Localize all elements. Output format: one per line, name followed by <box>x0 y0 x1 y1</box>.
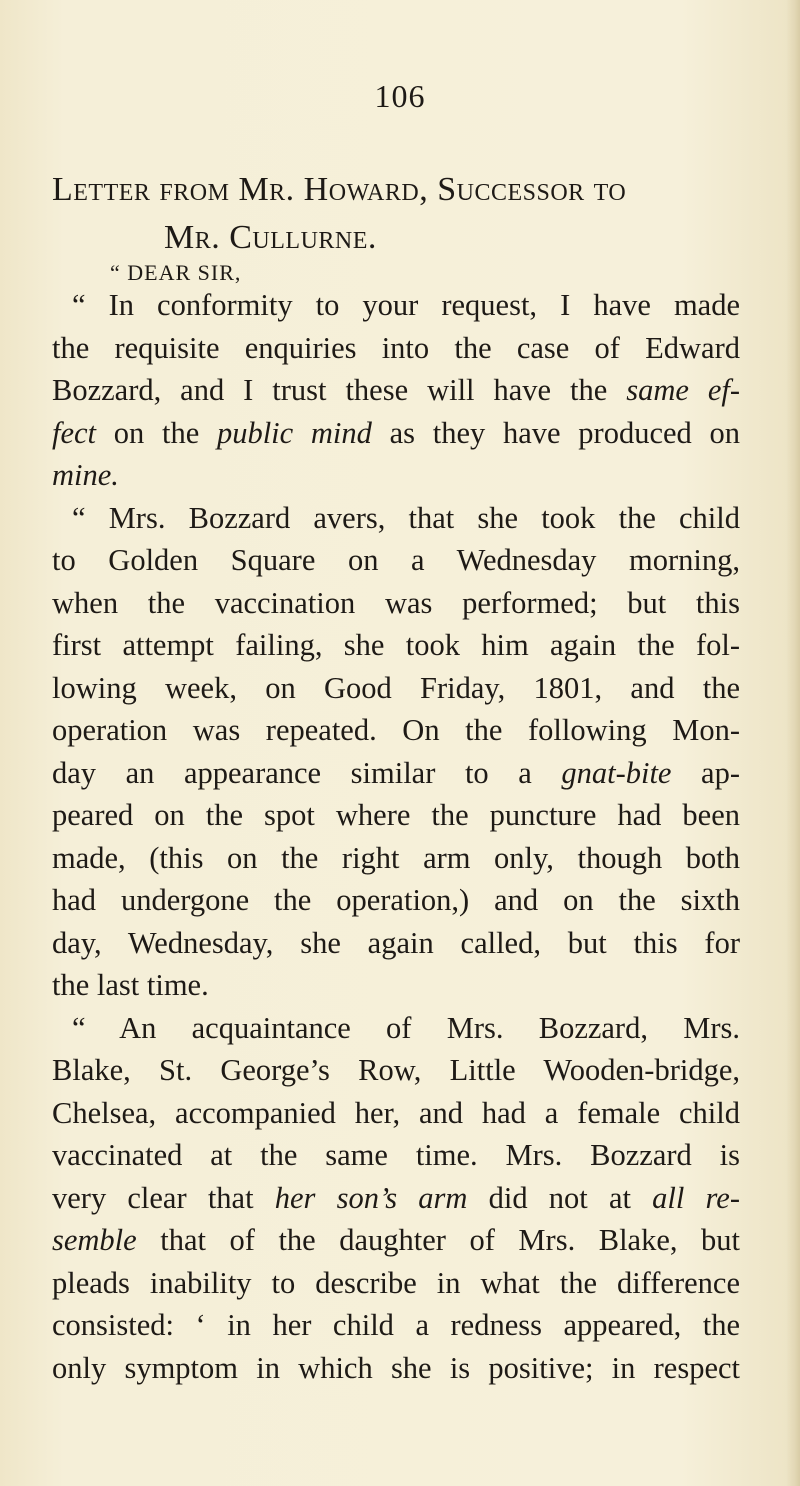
text-line: vaccinated at the same time. Mrs. Bozzard is <box>52 1138 740 1172</box>
text-line: only symptom in which she is positive; in respect <box>52 1350 740 1385</box>
text-line: “ An acquaintance of Mrs. Bozzard, Mrs. <box>72 1010 740 1045</box>
text-segment: Bozzard, and I trust these will have the <box>52 373 627 407</box>
text-line: had undergone the operation,) and on the sixth <box>52 883 740 917</box>
italic-segment: public mind <box>216 415 372 450</box>
text-line: when the vaccination was performed; but this <box>52 585 740 620</box>
italic-segment: mine. <box>52 458 119 492</box>
text-line: the requisite enquiries into the case of Edward <box>52 330 740 365</box>
page-number: 106 <box>374 78 426 114</box>
italic-segment: semble <box>52 1223 137 1257</box>
text-line: Blake, St. George’s Row, Little Wooden-bridge, <box>52 1053 740 1087</box>
text-segment: very clear that <box>52 1180 275 1215</box>
text-segment: on the <box>96 415 217 450</box>
text-line <box>52 1219 740 1262</box>
text-line: lowing week, on Good Friday, 1801, and the <box>52 670 740 705</box>
text-line: the last time. <box>52 968 209 1002</box>
text-line: “ Mrs. Bozzard avers, that she took the child <box>72 500 740 535</box>
text-line <box>52 1177 740 1220</box>
italic-segment: gnat-bite <box>561 755 672 790</box>
text-segment: that of the daughter of Mrs. Blake, but <box>136 1223 740 1257</box>
heading-line-1: Letter from Mr. Howard, Successor to <box>52 171 627 208</box>
text-segment: ap- <box>671 755 740 790</box>
text-line: to Golden Square on a Wednesday morning, <box>52 543 740 577</box>
letter-body <box>52 284 740 1389</box>
italic-segment: fect <box>52 415 97 450</box>
text-line: pleads inability to describe in what the difference <box>52 1265 740 1300</box>
text-line: consisted: ‘ in her child a redness appeared, the <box>52 1308 740 1342</box>
heading-line-2: Mr. Cullurne. <box>164 219 377 256</box>
text-segment: as they have produced on <box>371 415 740 450</box>
italic-segment: same ef- <box>626 373 741 407</box>
page-edge-shadow <box>786 0 800 1486</box>
text-line: peared on the spot where the puncture had been <box>52 798 740 832</box>
text-line <box>52 752 740 795</box>
italic-segment: all re- <box>652 1180 740 1215</box>
text-line: “ In conformity to your request, I have made <box>72 288 740 322</box>
text-line <box>52 412 740 455</box>
text-line <box>52 454 740 497</box>
text-line: day, Wednesday, she again called, but this for <box>52 925 740 960</box>
letter-heading <box>52 166 752 262</box>
text-line: first attempt failing, she took him again the fol- <box>52 628 740 662</box>
italic-segment: her son’s arm <box>274 1180 468 1215</box>
salutation: “ DEAR SIR, <box>110 260 242 285</box>
text-segment: did not at <box>467 1180 653 1215</box>
text-line <box>52 369 740 412</box>
text-segment: day an appearance similar to a <box>52 755 562 790</box>
text-line: operation was repeated. On the following Mon- <box>52 713 740 747</box>
text-line: Chelsea, accompanied her, and had a female child <box>52 1095 740 1130</box>
text-line: made, (this on the right arm only, though both <box>52 840 740 875</box>
